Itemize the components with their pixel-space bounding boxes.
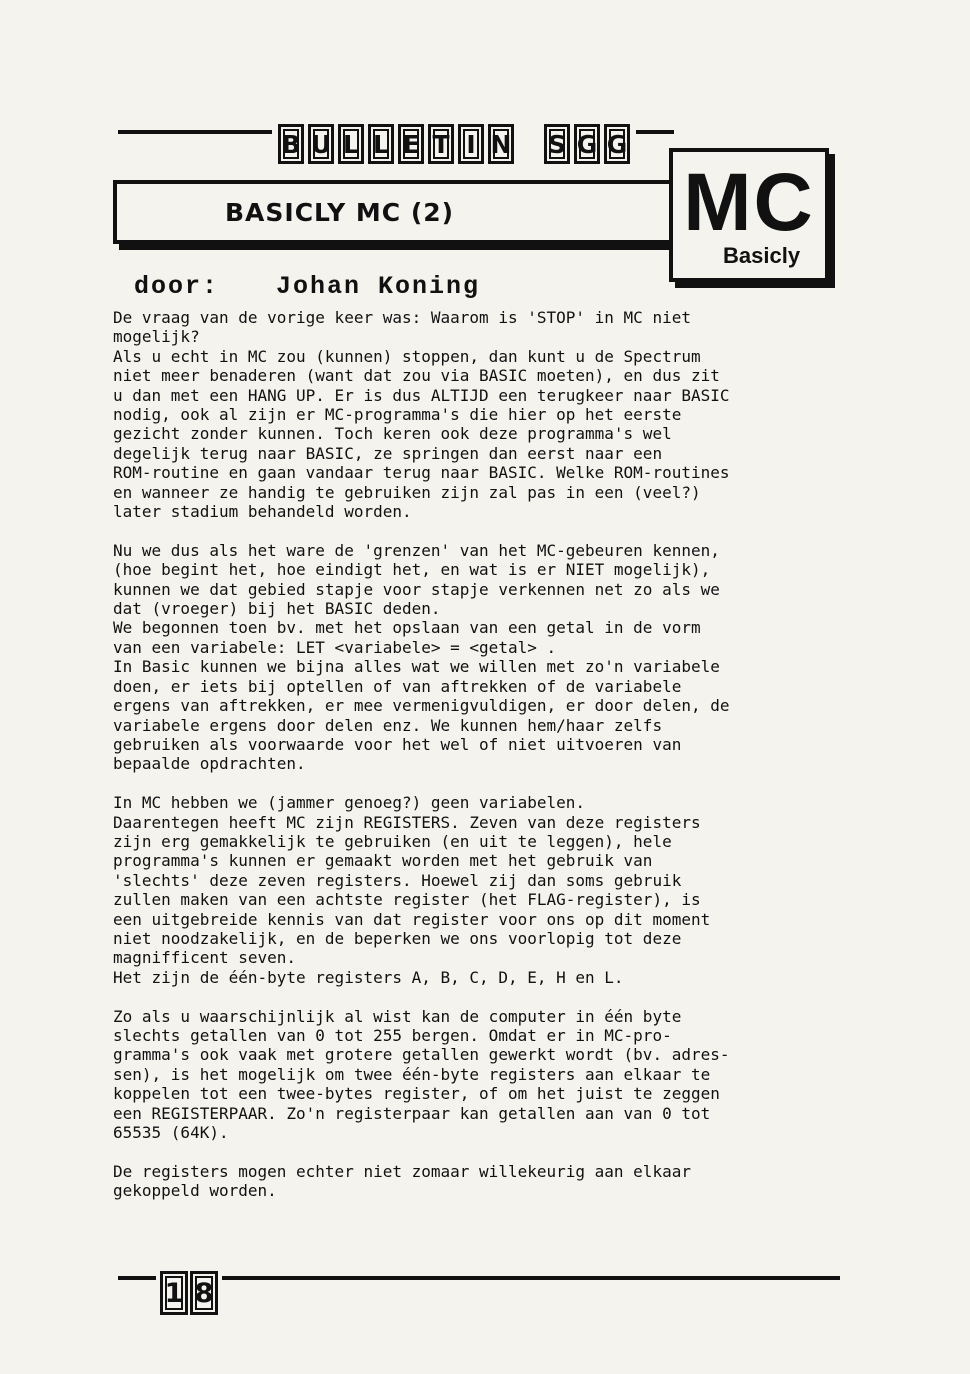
text-line: De vraag van de vorige keer was: Waarom is 'STOP' in MC niet [113, 308, 691, 327]
section-logo [669, 148, 829, 282]
text-line: 'slechts' deze zeven registers. Hoewel zij dan soms gebruik [113, 870, 682, 890]
text-line: In MC hebben we (jammer genoeg?) geen variabelen. [113, 793, 586, 813]
text-line: een REGISTERPAAR. Zo'n registerpaar kan getallen aan van 0 tot [113, 1103, 711, 1123]
article-title: BASICLY MC (2) [225, 197, 455, 227]
page-number [156, 1271, 222, 1315]
masthead-letter: L [338, 124, 364, 164]
masthead-letter: B [278, 124, 304, 164]
byline-label: door: [134, 272, 220, 301]
text-line: zullen maken van een achtste register (het FLAG-register), is [113, 890, 701, 910]
masthead-letter: G [604, 124, 630, 164]
text-line: variabele ergens door delen enz. We kunnen hem/haar zelfs [113, 715, 663, 735]
text-line: koppelen tot een twee-bytes register, of om het juist te zeggen [113, 1084, 720, 1104]
paragraph [113, 308, 851, 521]
text-line: later stadium behandeld worden. [113, 502, 412, 522]
text-line: gramma's ook vaak met grotere getallen gewerkt wordt (bv. adres- [113, 1045, 730, 1065]
page-number-digit: 1 [160, 1271, 188, 1315]
text-line: Het zijn de één-byte registers A, B, C, D, E, H en L. [113, 967, 624, 987]
masthead-letter: G [574, 124, 600, 164]
masthead-letter: I [458, 124, 484, 164]
paragraph [113, 541, 851, 774]
text-line: niet noodzakelijk, en de beperken we ons voorlopig tot deze [113, 928, 682, 948]
text-line: We begonnen toen bv. met het opslaan van een getal in de vorm [113, 618, 701, 638]
paragraph [113, 793, 851, 987]
masthead-letter: U [308, 124, 334, 164]
masthead-letter: S [544, 124, 570, 164]
text-line: gebruiken als voorwaarde voor het wel of niet uitvoeren van [113, 734, 682, 754]
text-line: Als u echt in MC zou (kunnen) stoppen, dan kunt u de Spectrum [113, 346, 701, 366]
text-line: 65535 (64K). [113, 1123, 229, 1143]
text-line: van een variabele: LET <variabele> = <getal> . [113, 637, 557, 657]
text-line: ROM-routine en gaan vandaar terug naar BASIC. Welke ROM-routines [113, 463, 730, 483]
paragraph [113, 1007, 851, 1143]
masthead-letter: N [488, 124, 514, 164]
article-title-box [113, 180, 673, 244]
text-line: programma's kunnen er gemaakt worden met het gebruik van [113, 851, 653, 871]
text-line: niet meer benaderen (want dat zou via BASIC moeten), en dus zit [113, 366, 720, 386]
section-logo-subtitle: Basicly [723, 243, 801, 268]
section-logo-mc: MC [683, 157, 815, 248]
text-line: en wanneer ze handig te gebruiken zijn zal pas in een (veel?) [113, 482, 701, 502]
paragraph [113, 1162, 851, 1201]
text-line: nodig, ook al zijn er MC-programma's die hier op het eerste [113, 405, 682, 425]
text-line: gezicht zonder kunnen. Toch keren ook deze programma's wel [113, 424, 672, 444]
text-line: degelijk terug naar BASIC, ze springen dan eerst naar een [113, 443, 663, 463]
text-line: slechts getallen van 0 tot 255 bergen. Omdat er in MC-pro- [113, 1025, 672, 1045]
text-line: (hoe begint het, hoe eindigt het, en wat is er NIET mogelijk), [113, 560, 711, 580]
text-line: u dan met een HANG UP. Er is dus ALTIJD een terugkeer naar BASIC [113, 385, 730, 405]
text-line: doen, er iets bij optellen of van aftrekken of de variabele [113, 676, 682, 696]
text-line: bepaalde opdrachten. [113, 754, 306, 774]
text-line: In Basic kunnen we bijna alles wat we willen met zo'n variabele [113, 657, 720, 677]
text-line: mogelijk? [113, 327, 200, 347]
text-line: een uitgebreide kennis van dat register voor ons op dit moment [113, 909, 711, 929]
text-line: kunnen we dat gebied stapje voor stapje verkennen net zo als we [113, 579, 720, 599]
text-line: ergens van aftrekken, er mee vermenigvuldigen, er door delen, de [113, 696, 730, 716]
text-line: Nu we dus als het ware de 'grenzen' van het MC-gebeuren kennen, [113, 540, 720, 560]
bottom-rule [118, 1276, 840, 1280]
masthead-letter: L [368, 124, 394, 164]
masthead-letter: T [428, 124, 454, 164]
masthead [272, 119, 636, 169]
byline-author: Johan Koning [276, 272, 481, 301]
text-line: Zo als u waarschijnlijk al wist kan de computer in één byte [113, 1006, 682, 1026]
text-line: magnifficent seven. [113, 948, 297, 968]
text-line: dat (vroeger) bij het BASIC deden. [113, 599, 441, 619]
page-number-digit: 8 [190, 1271, 218, 1315]
byline [134, 272, 480, 301]
article-body [113, 308, 851, 1220]
text-line: Daarentegen heeft MC zijn REGISTERS. Zeven van deze registers [113, 812, 701, 832]
text-line: sen), is het mogelijk om twee één-byte registers aan elkaar te [113, 1064, 711, 1084]
text-line: De registers mogen echter niet zomaar willekeurig aan elkaar [113, 1161, 691, 1181]
masthead-letter: E [398, 124, 424, 164]
text-line: zijn erg gemakkelijk te gebruiken (en uit te leggen), hele [113, 831, 672, 851]
text-line: gekoppeld worden. [113, 1181, 277, 1201]
